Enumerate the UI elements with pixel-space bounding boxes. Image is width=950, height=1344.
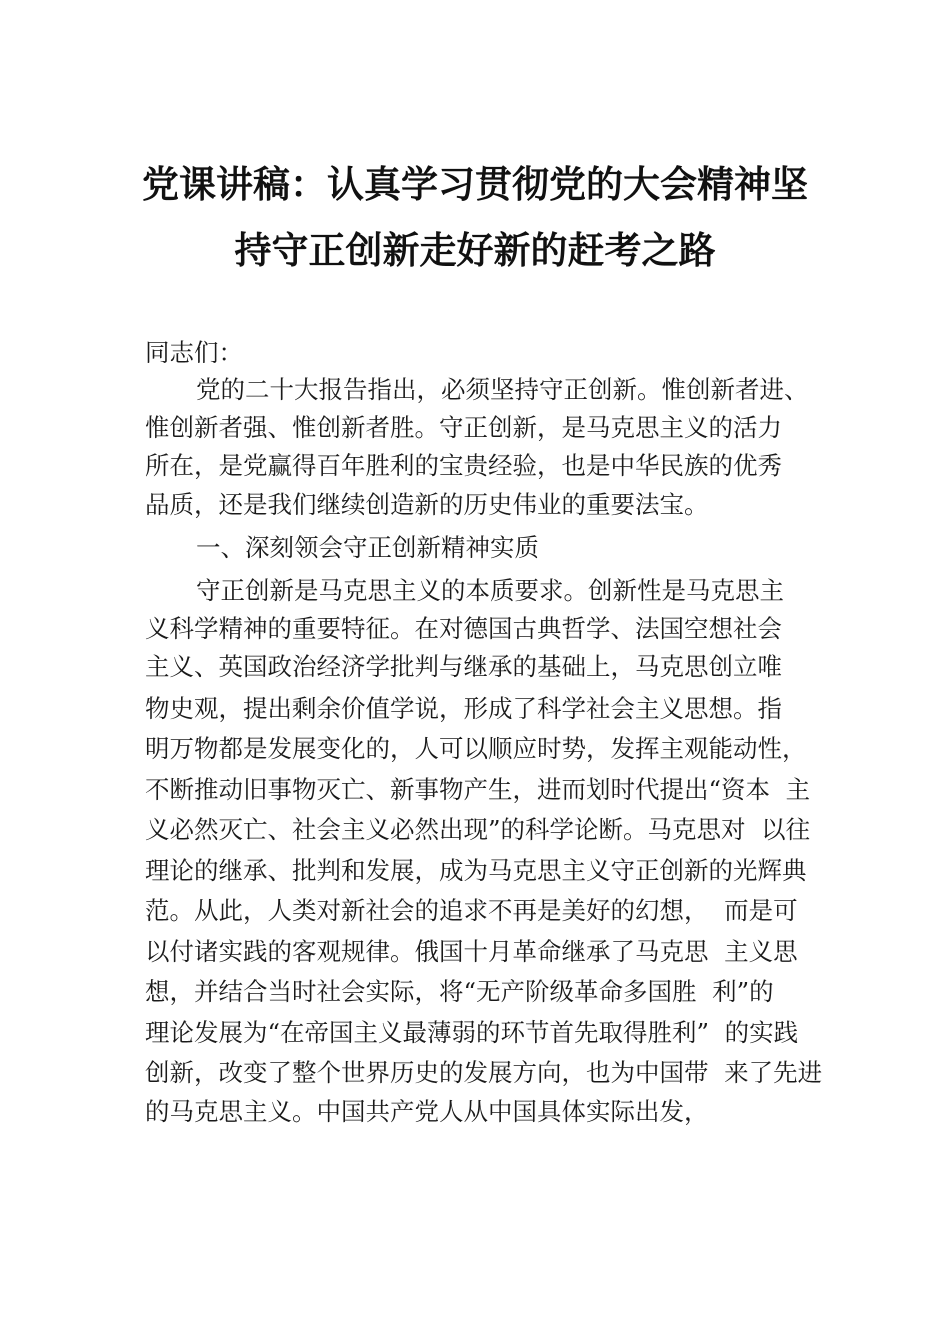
paragraph-line: 的马克思主义。中国共产党人从中国具体实际出发， [145, 1097, 709, 1126]
salutation: 同志们： [145, 338, 243, 367]
paragraph-line: 理论发展为“在帝国主义最薄弱的环节首先取得胜利” 的实践 [145, 1018, 799, 1047]
paragraph-line: 创新，改变了整个世界历史的发展方向，也为中国带 来了先进 [145, 1058, 823, 1087]
paragraph-line: 守正创新是马克思主义的本质要求。创新性是马克思主 [196, 576, 784, 605]
document-title-line-1: 党课讲稿：认真学习贯彻党的大会精神坚 [142, 162, 808, 206]
paragraph-line: 惟创新者强、惟创新者胜。守正创新，是马克思主义的活力 [145, 413, 782, 442]
paragraph-line: 以付诸实践的客观规律。俄国十月革命继承了马克思 主义思 [145, 937, 798, 966]
paragraph-line: 明万物都是发展变化的，人可以顺应时势，发挥主观能动性， [145, 734, 807, 763]
paragraph-line: 不断推动旧事物灭亡、新事物产生，进而划时代提出“资本 主 [145, 775, 811, 804]
paragraph-line: 主义、英国政治经济学批判与继承的基础上，马克思创立唯 [145, 652, 782, 681]
paragraph-line: 所在，是党赢得百年胜利的宝贵经验，也是中华民族的优秀 [145, 451, 782, 480]
paragraph-line: 理论的继承、批判和发展，成为马克思主义守正创新的光辉典 [145, 856, 807, 885]
paragraph-line: 想，并结合当时社会实际，将“无产阶级革命多国胜 利”的 [145, 977, 774, 1006]
paragraph-line: 范。从此，人类对新社会的追求不再是美好的幻想， 而是可 [145, 896, 798, 925]
paragraph-line: 党的二十大报告指出，必须坚持守正创新。惟创新者进、 [196, 375, 809, 404]
paragraph-line: 物史观，提出剩余价值学说，形成了科学社会主义思想。指 [145, 694, 782, 723]
section-heading: 一、深刻领会守正创新精神实质 [196, 533, 539, 562]
paragraph-line: 义科学精神的重要特征。在对德国古典哲学、法国空想社会 [145, 614, 782, 643]
paragraph-line: 品质，还是我们继续创造新的历史伟业的重要法宝。 [145, 490, 709, 519]
document-title-line-2: 持守正创新走好新的赶考之路 [234, 228, 716, 272]
paragraph-line: 义必然灭亡、社会主义必然出现”的科学论断。马克思对 以往 [145, 815, 811, 844]
